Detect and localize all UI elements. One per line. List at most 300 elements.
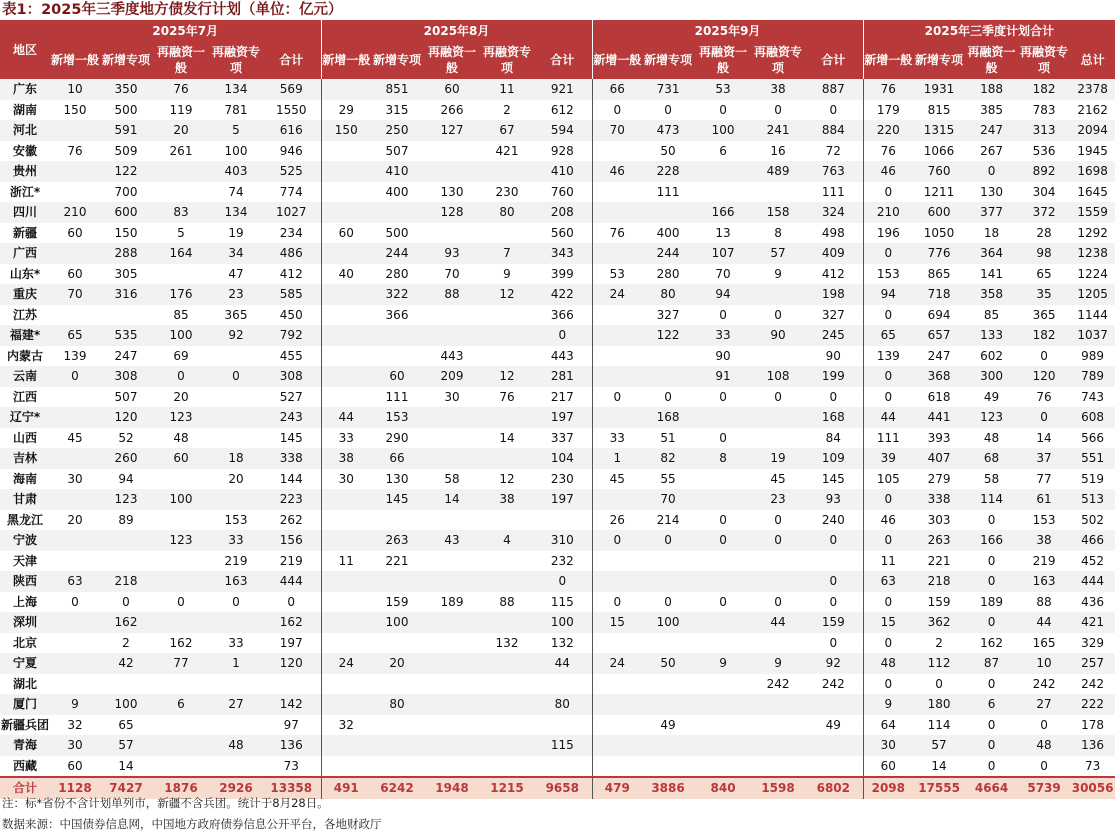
value-cell: 44 [321,407,371,428]
value-cell [152,510,210,531]
value-cell: 94 [100,469,152,490]
region-cell: 新疆 [0,223,50,244]
region-cell: 贵州 [0,161,50,182]
value-cell: 400 [642,223,694,244]
value-cell [371,325,423,346]
value-cell: 109 [804,448,863,469]
value-cell [152,571,210,592]
value-cell: 119 [152,100,210,121]
value-cell: 0 [694,305,752,326]
value-cell: 0 [533,325,592,346]
value-cell: 83 [152,202,210,223]
sub-header-cell: 新增一般 [321,40,371,79]
value-cell: 6 [694,141,752,162]
value-cell [371,735,423,756]
value-cell: 133 [965,325,1018,346]
value-cell: 13 [694,223,752,244]
value-cell [423,735,481,756]
value-cell [100,551,152,572]
value-cell: 40 [321,264,371,285]
value-cell [481,715,533,736]
value-cell: 76 [50,141,100,162]
total-value-cell: 1948 [423,777,481,799]
value-cell [210,428,262,449]
value-cell: 245 [804,325,863,346]
value-cell [371,202,423,223]
value-cell [642,694,694,715]
total-value-cell: 13358 [262,777,321,799]
value-cell [592,756,642,778]
value-cell [752,735,804,756]
value-cell [804,551,863,572]
value-cell: 65 [1018,264,1070,285]
value-cell: 33 [321,428,371,449]
value-cell [694,735,752,756]
value-cell [321,674,371,695]
total-value-cell: 30056 [1070,777,1115,799]
value-cell: 60 [50,264,100,285]
value-cell: 0 [1018,715,1070,736]
value-cell: 250 [371,120,423,141]
value-cell [321,571,371,592]
value-cell: 0 [262,592,321,613]
value-cell: 60 [50,756,100,778]
value-cell: 443 [533,346,592,367]
value-cell: 100 [694,120,752,141]
value-cell [321,530,371,551]
value-cell: 168 [642,407,694,428]
value-cell: 197 [262,633,321,654]
value-cell: 412 [804,264,863,285]
value-cell: 364 [965,243,1018,264]
table-row [0,735,1115,756]
value-cell [694,407,752,428]
value-cell: 11 [481,79,533,100]
value-cell: 2 [913,633,965,654]
region-column-header: 地区 [0,20,50,79]
value-cell: 73 [1070,756,1115,778]
value-cell: 7 [481,243,533,264]
value-cell [371,346,423,367]
value-cell [752,694,804,715]
value-cell: 162 [262,612,321,633]
value-cell: 1066 [913,141,965,162]
value-cell [694,161,752,182]
value-cell: 27 [210,694,262,715]
table-row [0,223,1115,244]
value-cell: 92 [804,653,863,674]
value-cell: 0 [152,592,210,613]
value-cell [100,530,152,551]
value-cell [423,448,481,469]
region-cell: 辽宁* [0,407,50,428]
value-cell: 65 [100,715,152,736]
value-cell: 466 [1070,530,1115,551]
value-cell: 42 [100,653,152,674]
value-cell [533,510,592,531]
value-cell: 179 [863,100,913,121]
total-value-cell: 5739 [1018,777,1070,799]
value-cell [694,756,752,778]
value-cell: 220 [863,120,913,141]
value-cell: 35 [1018,284,1070,305]
value-cell: 51 [642,428,694,449]
value-cell: 134 [210,202,262,223]
value-cell: 305 [100,264,152,285]
value-cell: 48 [965,428,1018,449]
value-cell: 0 [965,612,1018,633]
value-cell: 444 [262,571,321,592]
value-cell: 63 [863,571,913,592]
value-cell: 20 [152,120,210,141]
value-cell: 63 [50,571,100,592]
value-cell: 136 [262,735,321,756]
value-cell: 27 [1018,694,1070,715]
value-cell: 45 [752,469,804,490]
value-cell: 182 [1018,79,1070,100]
value-cell [210,674,262,695]
value-cell [50,612,100,633]
total-value-cell: 1215 [481,777,533,799]
value-cell: 436 [1070,592,1115,613]
value-cell: 0 [752,387,804,408]
value-cell: 385 [965,100,1018,121]
value-cell: 14 [913,756,965,778]
value-cell: 30 [423,387,481,408]
value-cell: 52 [100,428,152,449]
total-value-cell: 7427 [100,777,152,799]
value-cell: 473 [642,120,694,141]
value-cell: 743 [1070,387,1115,408]
value-cell: 153 [863,264,913,285]
value-cell: 0 [863,182,913,203]
value-cell: 14 [423,489,481,510]
value-cell: 197 [533,489,592,510]
value-cell: 74 [210,182,262,203]
value-cell: 221 [371,551,423,572]
value-cell: 219 [1018,551,1070,572]
value-cell: 156 [262,530,321,551]
region-cell: 黑龙江 [0,510,50,531]
value-cell: 403 [210,161,262,182]
value-cell [423,715,481,736]
value-cell [371,756,423,778]
value-cell [152,612,210,633]
value-cell: 409 [804,243,863,264]
value-cell: 0 [642,592,694,613]
region-cell: 上海 [0,592,50,613]
region-cell: 天津 [0,551,50,572]
region-cell: 广西 [0,243,50,264]
sub-header-cell: 新增专项 [913,40,965,79]
table-row [0,428,1115,449]
value-cell [321,510,371,531]
region-cell: 重庆 [0,284,50,305]
value-cell: 82 [642,448,694,469]
value-cell: 44 [1018,612,1070,633]
region-cell: 宁波 [0,530,50,551]
header-sub-row [0,40,1115,79]
table-row [0,346,1115,367]
value-cell [321,161,371,182]
value-cell: 1315 [913,120,965,141]
value-cell: 168 [804,407,863,428]
value-cell [321,346,371,367]
value-cell: 2 [481,100,533,121]
group-header-july: 2025年7月 [50,20,321,40]
value-cell: 350 [100,79,152,100]
value-cell: 189 [965,592,1018,613]
value-cell: 165 [1018,633,1070,654]
value-cell: 792 [262,325,321,346]
value-cell: 421 [481,141,533,162]
value-cell: 18 [210,448,262,469]
value-cell [694,633,752,654]
table-row [0,202,1115,223]
table-row [0,325,1115,346]
value-cell: 80 [533,694,592,715]
value-cell: 1205 [1070,284,1115,305]
value-cell [481,735,533,756]
table-row [0,715,1115,736]
value-cell: 50 [642,141,694,162]
value-cell: 0 [863,633,913,654]
value-cell: 150 [321,120,371,141]
value-cell: 87 [965,653,1018,674]
value-cell: 308 [262,366,321,387]
value-cell [152,551,210,572]
value-cell: 450 [262,305,321,326]
value-cell: 176 [152,284,210,305]
value-cell [592,305,642,326]
region-cell: 江苏 [0,305,50,326]
value-cell: 123 [100,489,152,510]
value-cell: 602 [965,346,1018,367]
table-row [0,407,1115,428]
value-cell: 10 [1018,653,1070,674]
table-row [0,243,1115,264]
value-cell [752,428,804,449]
value-cell [642,571,694,592]
value-cell: 421 [1070,612,1115,633]
value-cell [592,735,642,756]
value-cell: 1931 [913,79,965,100]
value-cell: 618 [913,387,965,408]
value-cell: 322 [371,284,423,305]
region-cell: 厦门 [0,694,50,715]
value-cell: 0 [863,366,913,387]
sub-header-cell: 再融资一般 [965,40,1018,79]
value-cell: 60 [50,223,100,244]
value-cell: 18 [965,223,1018,244]
value-cell: 163 [1018,571,1070,592]
value-cell [481,510,533,531]
value-cell [50,120,100,141]
table-row [0,182,1115,203]
value-cell: 145 [262,428,321,449]
value-cell: 9 [752,653,804,674]
value-cell: 49 [804,715,863,736]
value-cell: 43 [423,530,481,551]
value-cell [210,489,262,510]
value-cell [423,694,481,715]
value-cell: 44 [752,612,804,633]
value-cell: 199 [804,366,863,387]
value-cell: 0 [804,530,863,551]
value-cell: 308 [100,366,152,387]
value-cell: 24 [592,284,642,305]
value-cell: 280 [371,264,423,285]
value-cell: 507 [100,387,152,408]
value-cell [423,407,481,428]
total-value-cell: 4664 [965,777,1018,799]
value-cell [50,551,100,572]
value-cell: 145 [371,489,423,510]
value-cell: 53 [592,264,642,285]
value-cell: 114 [965,489,1018,510]
value-cell: 114 [913,715,965,736]
value-cell: 162 [965,633,1018,654]
group-header-september: 2025年9月 [592,20,863,40]
value-cell: 166 [965,530,1018,551]
value-cell: 100 [152,325,210,346]
value-cell [152,756,210,778]
value-cell [321,489,371,510]
region-cell: 湖南 [0,100,50,121]
value-cell: 513 [1070,489,1115,510]
value-cell: 209 [423,366,481,387]
value-cell: 865 [913,264,965,285]
value-cell [50,305,100,326]
value-cell: 0 [965,715,1018,736]
value-cell: 80 [642,284,694,305]
value-cell [423,551,481,572]
value-cell [50,387,100,408]
region-cell: 青海 [0,735,50,756]
sub-header-cell: 新增专项 [642,40,694,79]
value-cell: 30 [863,735,913,756]
value-cell: 49 [965,387,1018,408]
value-cell: 198 [804,284,863,305]
value-cell: 19 [752,448,804,469]
value-cell: 0 [642,387,694,408]
value-cell: 219 [262,551,321,572]
value-cell: 247 [100,346,152,367]
value-cell [152,735,210,756]
value-cell: 221 [913,551,965,572]
value-cell: 66 [371,448,423,469]
value-cell: 0 [752,305,804,326]
value-cell: 166 [694,202,752,223]
value-cell: 242 [804,674,863,695]
value-cell [423,510,481,531]
value-cell [694,694,752,715]
value-cell: 130 [423,182,481,203]
region-cell: 浙江* [0,182,50,203]
value-cell: 60 [321,223,371,244]
value-cell: 0 [752,530,804,551]
value-cell [50,182,100,203]
value-cell [321,694,371,715]
value-cell [321,756,371,778]
value-cell: 90 [694,346,752,367]
value-cell: 0 [965,510,1018,531]
value-cell [694,489,752,510]
value-cell [642,202,694,223]
value-cell [642,674,694,695]
value-cell [694,182,752,203]
value-cell: 76 [863,141,913,162]
value-cell: 313 [1018,120,1070,141]
table-title: 表1：2025年三季度地方债发行计划（单位：亿元） [2,2,343,18]
value-cell: 0 [694,510,752,531]
table-row [0,469,1115,490]
value-cell: 153 [210,510,262,531]
value-cell: 0 [863,305,913,326]
value-cell: 519 [1070,469,1115,490]
value-cell [752,715,804,736]
table-row [0,79,1115,100]
value-cell [210,756,262,778]
value-cell: 37 [1018,448,1070,469]
value-cell: 279 [913,469,965,490]
value-cell: 141 [965,264,1018,285]
value-cell: 108 [752,366,804,387]
value-cell [321,366,371,387]
value-cell [423,325,481,346]
value-cell: 100 [371,612,423,633]
value-cell [642,735,694,756]
value-cell [752,346,804,367]
value-cell: 115 [533,592,592,613]
value-cell: 1238 [1070,243,1115,264]
value-cell: 77 [1018,469,1070,490]
value-cell: 1211 [913,182,965,203]
value-cell: 441 [913,407,965,428]
value-cell: 338 [913,489,965,510]
value-cell: 49 [642,715,694,736]
region-cell: 江西 [0,387,50,408]
value-cell: 70 [592,120,642,141]
value-cell: 136 [1070,735,1115,756]
value-cell: 789 [1070,366,1115,387]
region-cell: 北京 [0,633,50,654]
value-cell: 162 [100,612,152,633]
value-cell: 6 [152,694,210,715]
value-cell: 280 [642,264,694,285]
value-cell: 566 [1070,428,1115,449]
value-cell: 28 [1018,223,1070,244]
value-cell: 76 [592,223,642,244]
value-cell: 60 [152,448,210,469]
value-cell: 760 [533,182,592,203]
value-cell: 2094 [1070,120,1115,141]
value-cell: 774 [262,182,321,203]
value-cell [533,715,592,736]
value-cell: 1550 [262,100,321,121]
value-cell [481,674,533,695]
total-value-cell: 6802 [804,777,863,799]
value-cell: 88 [423,284,481,305]
value-cell: 153 [1018,510,1070,531]
value-cell [694,551,752,572]
value-cell: 19 [210,223,262,244]
value-cell: 525 [262,161,321,182]
value-cell: 14 [100,756,152,778]
value-cell: 0 [752,100,804,121]
value-cell: 70 [642,489,694,510]
value-cell: 100 [100,694,152,715]
